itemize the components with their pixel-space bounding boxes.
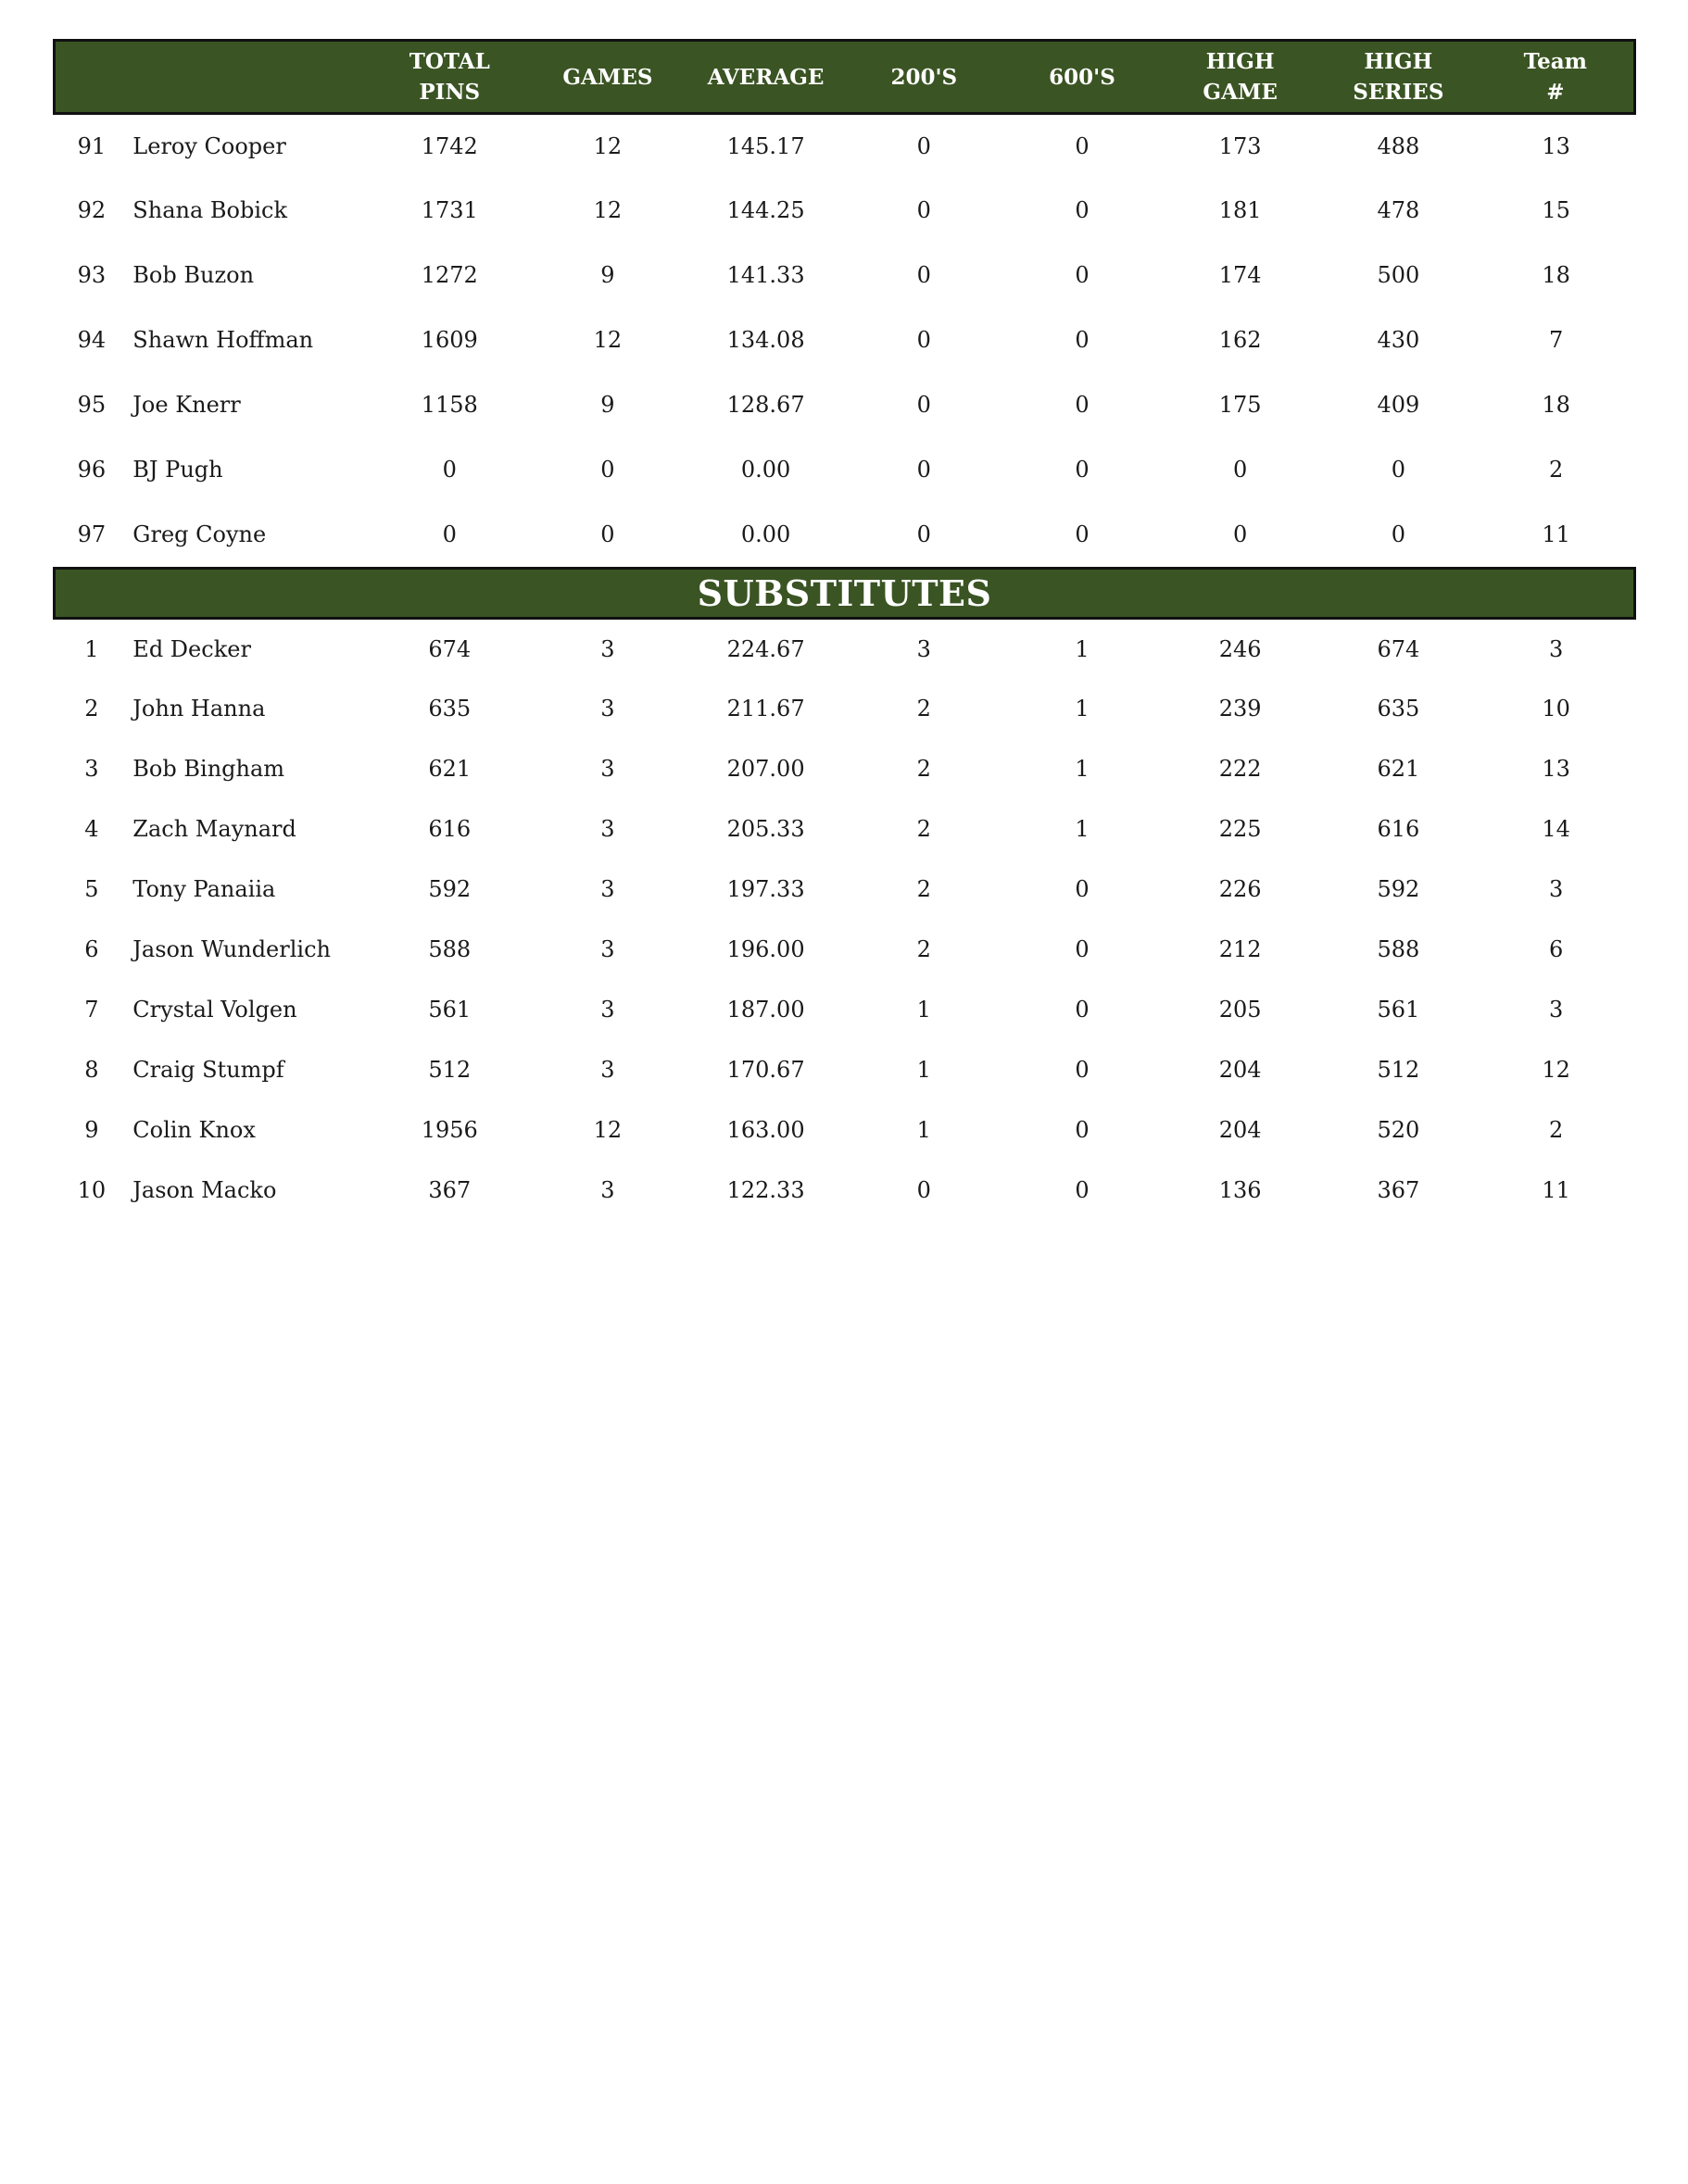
cell-total-pins: 0 [442,521,457,547]
cell-rank: 92 [77,197,107,223]
cell-rank: 91 [77,133,107,159]
cell-high-series: 561 [1377,996,1420,1023]
cell-name: Jason Wunderlich [132,935,331,962]
cell-sixhundreds: 1 [1075,695,1090,722]
cell-name: Zach Maynard [132,815,296,842]
cell-sixhundreds: 1 [1075,755,1090,782]
cell-high-game: 0 [1233,457,1248,483]
cell-twohundreds: 3 [916,635,931,662]
cell-average: 128.67 [726,392,805,418]
cell-rank: 10 [77,1176,107,1203]
cell-twohundreds: 2 [916,755,931,782]
cell-total-pins: 621 [428,755,472,782]
table-row [55,738,1635,798]
cell-high-series: 592 [1377,875,1420,902]
cell-name: Leroy Cooper [132,133,286,159]
cell-team: 14 [1542,815,1570,842]
cell-high-game: 239 [1218,695,1262,722]
cell-games: 3 [600,1176,615,1203]
cell-high-series: 478 [1377,197,1420,223]
table-row [55,1039,1635,1099]
cell-total-pins: 1956 [421,1116,478,1143]
cell-name: Shawn Hoffman [132,327,314,353]
table-row [55,979,1635,1039]
cell-name: Joe Knerr [132,392,241,418]
cell-team: 6 [1548,935,1564,962]
cell-twohundreds: 0 [916,392,931,418]
cell-name: Colin Knox [132,1116,256,1143]
cell-games: 3 [600,875,615,902]
cell-name: Crystal Volgen [132,996,297,1023]
cell-total-pins: 1742 [421,133,478,159]
cell-high-series: 0 [1391,457,1405,483]
table-row [55,372,1635,437]
cell-rank: 9 [84,1116,99,1143]
cell-rank: 3 [84,755,99,782]
cell-name: Shana Bobick [132,197,288,223]
cell-games: 3 [600,695,615,722]
cell-name: Bob Buzon [132,262,255,288]
table-row [55,178,1635,243]
cell-team: 13 [1542,755,1570,782]
cell-sixhundreds: 0 [1075,457,1090,483]
cell-average: 0.00 [740,457,791,483]
header-team [1478,41,1635,114]
substitutes-list [55,619,1635,1221]
cell-average: 145.17 [726,133,805,159]
table-row [55,859,1635,919]
cell-name: John Hanna [132,695,266,722]
header-high-series-line1: HIGH [1364,49,1433,74]
cell-high-game: 162 [1218,327,1262,353]
cell-name: Tony Panaiia [132,875,276,902]
cell-rank: 97 [77,521,107,547]
cell-average: 0.00 [740,521,791,547]
cell-high-game: 212 [1218,935,1262,962]
cell-total-pins: 0 [442,457,457,483]
cell-total-pins: 592 [428,875,472,902]
cell-high-series: 430 [1377,327,1420,353]
cell-twohundreds: 1 [916,1116,931,1143]
bowlers-list [55,114,1635,569]
cell-total-pins: 367 [428,1176,472,1203]
cell-high-game: 0 [1233,521,1248,547]
cell-rank: 4 [84,815,99,842]
cell-games: 9 [600,262,615,288]
cell-name: Craig Stumpf [132,1056,284,1083]
header-total-pins [371,41,529,114]
cell-total-pins: 512 [428,1056,472,1083]
cell-games: 3 [600,996,615,1023]
header-total-pins-line2: PINS [419,80,481,105]
cell-team: 3 [1548,996,1564,1023]
cell-team: 13 [1542,133,1570,159]
table-row [55,919,1635,979]
cell-high-game: 175 [1218,392,1262,418]
cell-high-game: 226 [1218,875,1262,902]
cell-high-series: 0 [1391,521,1405,547]
cell-high-series: 488 [1377,133,1420,159]
cell-games: 3 [600,1056,615,1083]
cell-games: 0 [600,457,615,483]
cell-total-pins: 1272 [421,262,478,288]
cell-high-game: 136 [1218,1176,1262,1203]
header-600s: 600'S [1003,41,1162,114]
cell-high-series: 616 [1377,815,1420,842]
cell-total-pins: 635 [428,695,472,722]
cell-total-pins: 561 [428,996,472,1023]
cell-games: 0 [600,521,615,547]
cell-sixhundreds: 0 [1075,1116,1090,1143]
header-team-line1: Team [1523,49,1588,74]
cell-team: 11 [1542,521,1570,547]
cell-twohundreds: 0 [916,327,931,353]
cell-average: 144.25 [726,197,805,223]
standings-table [53,39,1636,1220]
cell-sixhundreds: 0 [1075,1176,1090,1203]
cell-twohundreds: 2 [916,695,931,722]
cell-high-series: 674 [1377,635,1420,662]
cell-average: 187.00 [726,996,805,1023]
standings-sheet [53,39,1636,1220]
substitutes-header-row [55,569,1635,619]
header-name [129,41,371,114]
cell-sixhundreds: 1 [1075,815,1090,842]
cell-name: BJ Pugh [132,457,223,483]
cell-average: 163.00 [726,1116,805,1143]
cell-name: Ed Decker [132,635,251,662]
cell-team: 15 [1542,197,1570,223]
cell-average: 170.67 [726,1056,805,1083]
cell-total-pins: 616 [428,815,472,842]
cell-high-game: 173 [1218,133,1262,159]
cell-twohundreds: 0 [916,133,931,159]
header-total-pins-line1: TOTAL [409,49,490,74]
cell-average: 122.33 [726,1176,805,1203]
cell-team: 3 [1548,875,1564,902]
cell-sixhundreds: 0 [1075,133,1090,159]
cell-rank: 93 [77,262,107,288]
cell-twohundreds: 0 [916,521,931,547]
cell-high-series: 635 [1377,695,1420,722]
header-games: GAMES [529,41,687,114]
cell-rank: 5 [84,875,99,902]
cell-high-game: 204 [1218,1056,1262,1083]
header-rank [55,41,130,114]
cell-average: 211.67 [726,695,805,722]
cell-games: 3 [600,815,615,842]
cell-sixhundreds: 0 [1075,935,1090,962]
cell-high-game: 222 [1218,755,1262,782]
cell-rank: 7 [84,996,99,1023]
cell-rank: 96 [77,457,107,483]
cell-games: 3 [600,635,615,662]
table-row [55,308,1635,372]
cell-high-series: 512 [1377,1056,1420,1083]
cell-team: 2 [1548,457,1564,483]
table-row [55,678,1635,738]
cell-team: 3 [1548,635,1564,662]
cell-high-game: 204 [1218,1116,1262,1143]
cell-high-game: 246 [1218,635,1262,662]
cell-rank: 1 [84,635,99,662]
cell-twohundreds: 0 [916,1176,931,1203]
cell-team: 7 [1548,327,1564,353]
cell-sixhundreds: 0 [1075,875,1090,902]
header-high-series-line2: SERIES [1353,80,1444,105]
cell-team: 2 [1548,1116,1564,1143]
table-row [55,619,1635,679]
cell-twohundreds: 1 [916,996,931,1023]
cell-sixhundreds: 0 [1075,1056,1090,1083]
cell-name: Greg Coyne [132,521,267,547]
cell-average: 196.00 [726,935,805,962]
cell-high-game: 174 [1218,262,1262,288]
cell-twohundreds: 0 [916,197,931,223]
cell-team: 18 [1542,262,1570,288]
cell-total-pins: 1609 [421,327,478,353]
cell-games: 12 [593,1116,623,1143]
cell-total-pins: 674 [428,635,472,662]
cell-twohundreds: 0 [916,262,931,288]
cell-average: 207.00 [726,755,805,782]
cell-twohundreds: 0 [916,457,931,483]
table-row [55,114,1635,179]
cell-twohundreds: 2 [916,875,931,902]
cell-sixhundreds: 0 [1075,521,1090,547]
cell-high-game: 205 [1218,996,1262,1023]
cell-twohundreds: 2 [916,935,931,962]
cell-average: 224.67 [726,635,805,662]
cell-sixhundreds: 0 [1075,996,1090,1023]
cell-average: 205.33 [726,815,805,842]
cell-games: 3 [600,755,615,782]
cell-name: Jason Macko [132,1176,277,1203]
table-row [55,502,1635,569]
cell-sixhundreds: 0 [1075,197,1090,223]
cell-team: 18 [1542,392,1570,418]
cell-average: 197.33 [726,875,805,902]
header-team-line2: # [1546,80,1565,105]
cell-sixhundreds: 0 [1075,327,1090,353]
cell-high-series: 367 [1377,1176,1420,1203]
cell-games: 12 [593,197,623,223]
table-row [55,437,1635,502]
cell-high-series: 588 [1377,935,1420,962]
cell-rank: 6 [84,935,99,962]
cell-games: 3 [600,935,615,962]
cell-average: 134.08 [726,327,805,353]
cell-games: 12 [593,133,623,159]
header-200s: 200'S [845,41,1003,114]
cell-team: 11 [1542,1176,1570,1203]
cell-high-series: 520 [1377,1116,1420,1143]
cell-rank: 8 [84,1056,99,1083]
cell-high-series: 500 [1377,262,1420,288]
table-row [55,1160,1635,1220]
header-high-game [1161,41,1319,114]
cell-high-series: 409 [1377,392,1420,418]
cell-team: 12 [1542,1056,1570,1083]
cell-rank: 94 [77,327,107,353]
cell-rank: 95 [77,392,107,418]
cell-high-series: 621 [1377,755,1420,782]
cell-team: 10 [1542,695,1570,722]
cell-high-game: 181 [1218,197,1262,223]
cell-twohundreds: 1 [916,1056,931,1083]
table-row [55,243,1635,308]
header-high-game-line2: GAME [1203,80,1278,105]
cell-total-pins: 1731 [421,197,478,223]
cell-sixhundreds: 0 [1075,262,1090,288]
header-average: AVERAGE [687,41,845,114]
header-high-game-line1: HIGH [1205,49,1275,74]
cell-sixhundreds: 0 [1075,392,1090,418]
table-row [55,798,1635,859]
cell-average: 141.33 [726,262,805,288]
cell-total-pins: 588 [428,935,472,962]
cell-rank: 2 [84,695,99,722]
table-row [55,1099,1635,1160]
cell-total-pins: 1158 [421,392,478,418]
substitutes-title: SUBSTITUTES [55,569,1635,619]
cell-games: 12 [593,327,623,353]
cell-games: 9 [600,392,615,418]
cell-name: Bob Bingham [132,755,285,782]
cell-sixhundreds: 1 [1075,635,1090,662]
cell-twohundreds: 2 [916,815,931,842]
header-row [55,41,1635,114]
cell-high-game: 225 [1218,815,1262,842]
header-high-series [1319,41,1478,114]
